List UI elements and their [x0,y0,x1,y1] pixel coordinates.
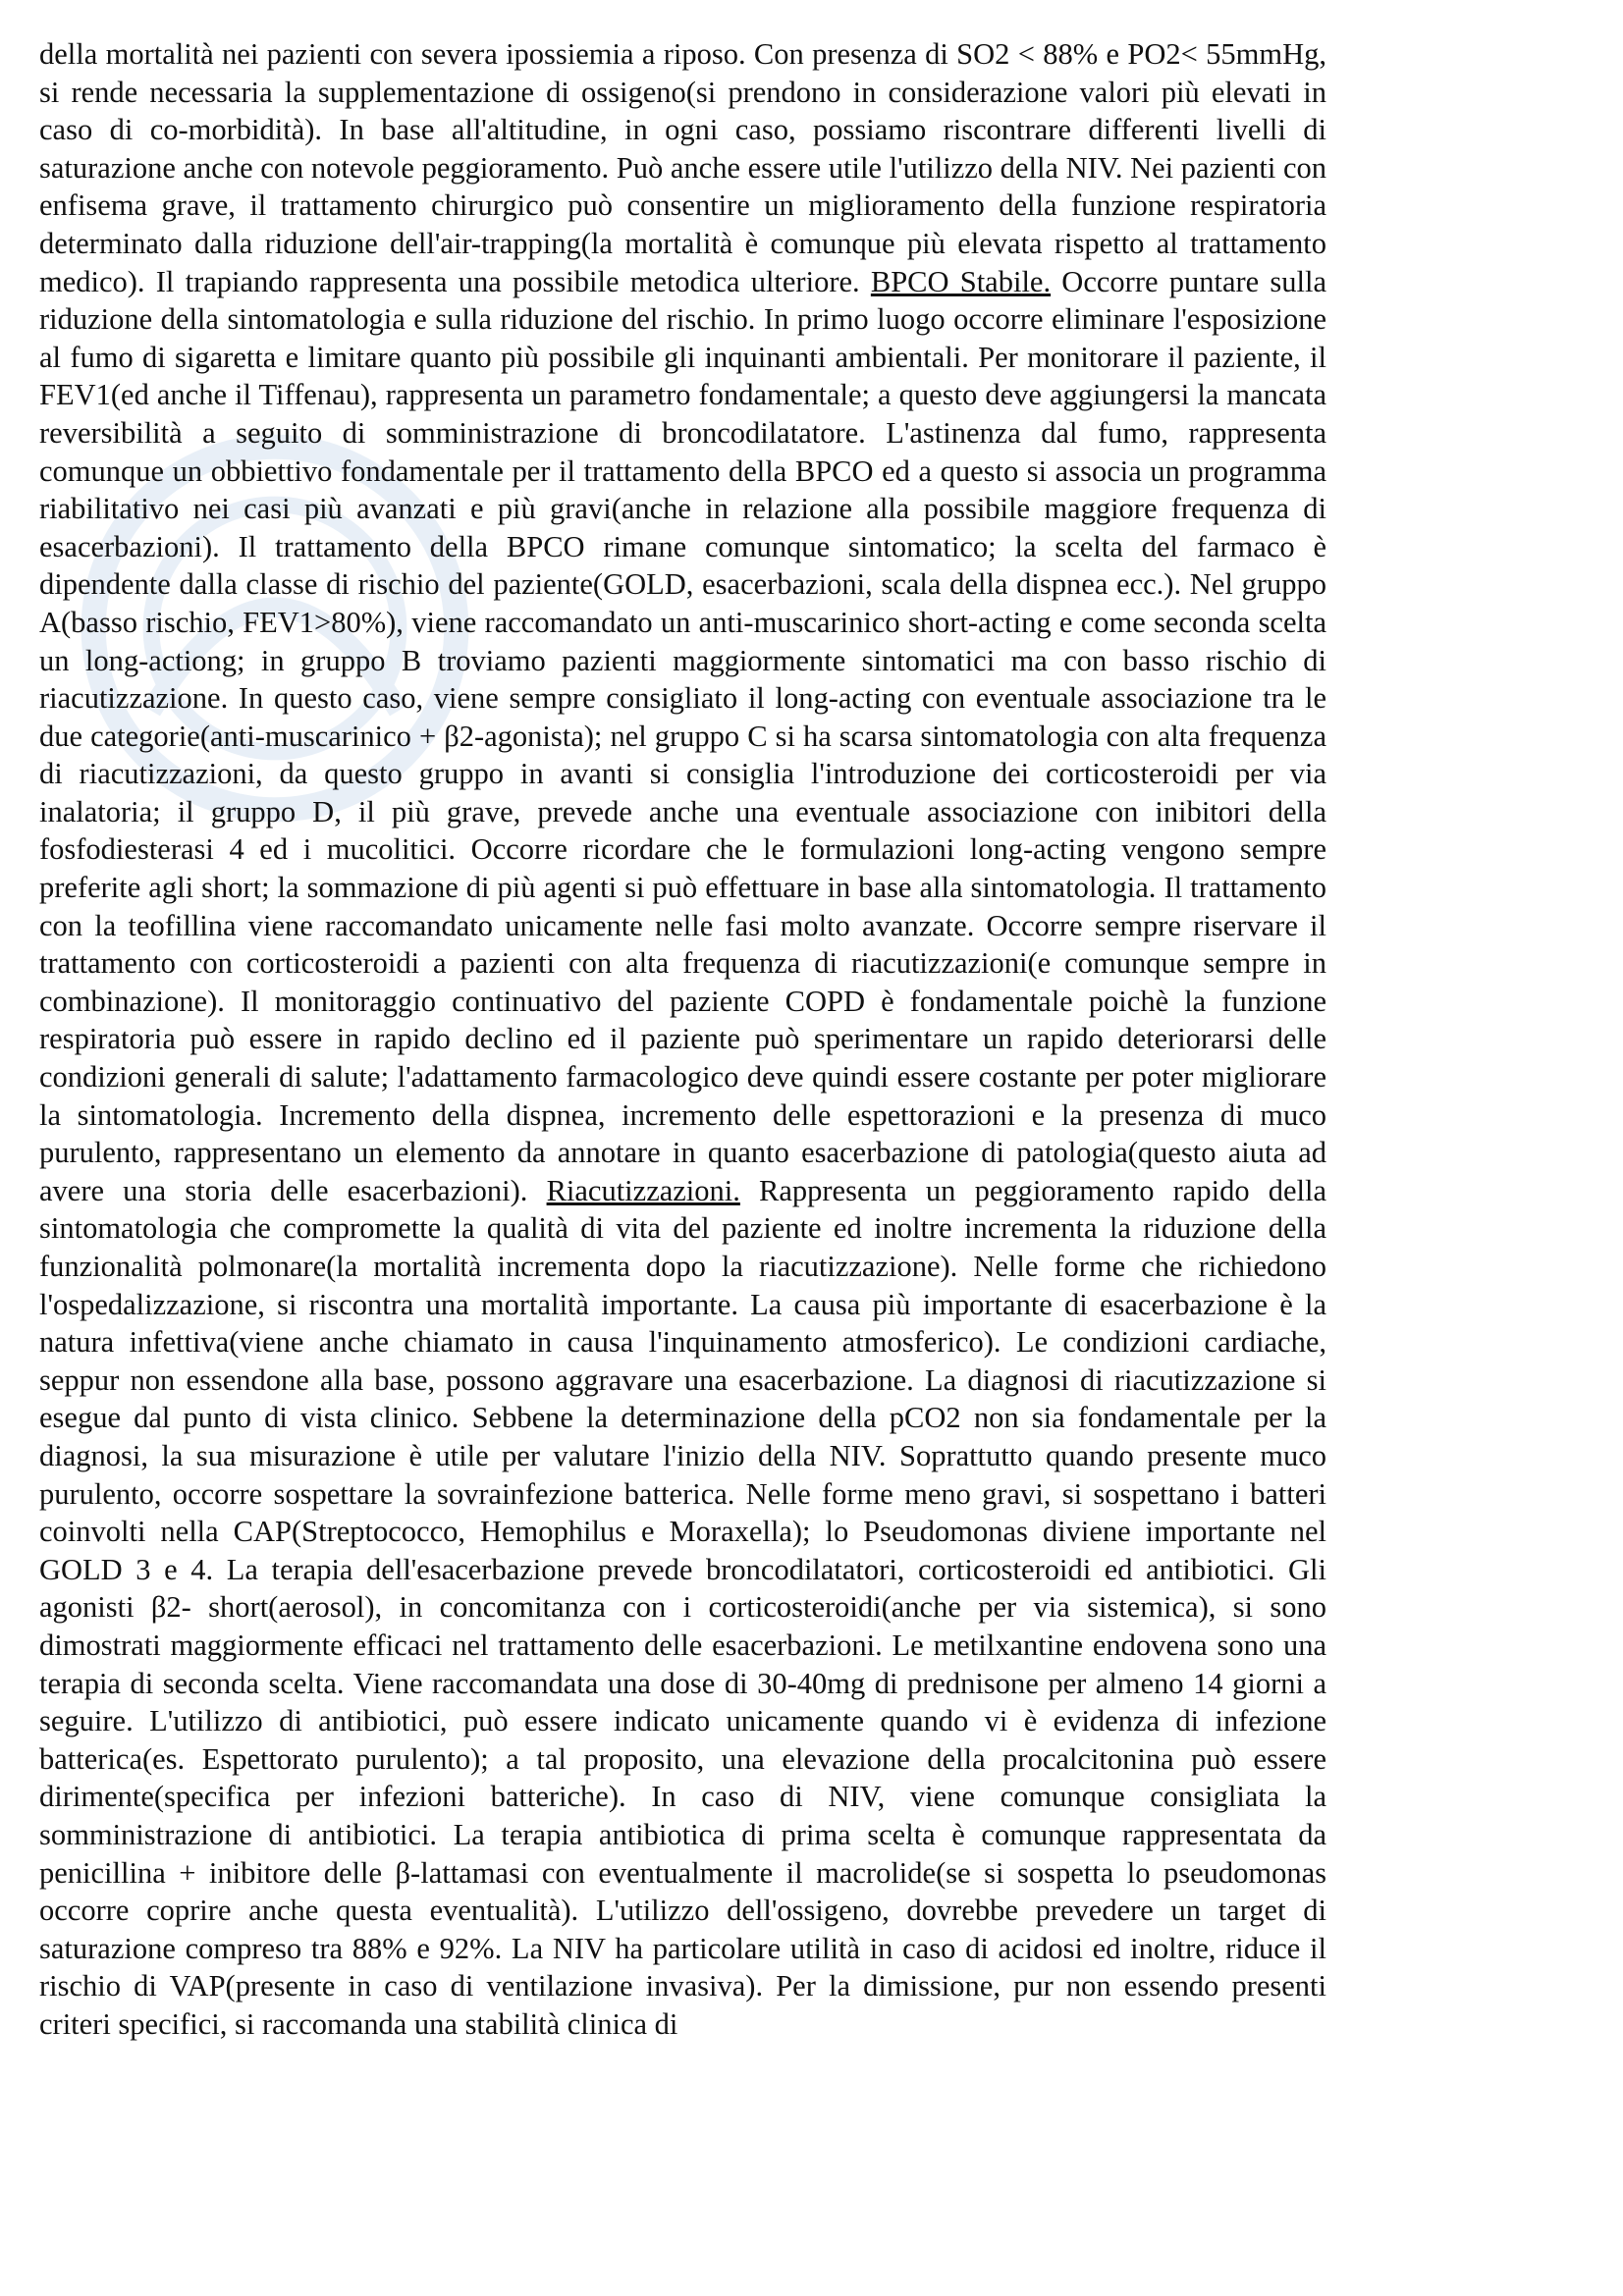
paragraph-text: Occorre puntare sulla riduzione della sintomatologia e sulla riduzione del rischio. In primo luogo occorre eliminare l'esposizione al fumo di sigaretta e limitare quanto più possibile gli inquinanti ambientali. Per monitorare il paziente, il FEV1(ed anche il Tiffenau), rappresenta un parametro fondamentale; a questo deve aggiungersi la mancata reversibilità a seguito di somministrazione di broncodilatatore. L'astinenza dal fumo, rappresenta comunque un obbiettivo fondamentale per il trattamento della BPCO ed a questo si associa un programma riabilitativo nei casi più avanzati e più gravi(anche in relazione alla possibile maggiore frequenza di esacerbazioni). Il trattamento della BPCO rimane comunque sintomatico; la scelta del farmaco è dipendente dalla classe di rischio del paziente(GOLD, esacerbazioni, scala della dispnea ecc.). Nel gruppo A(basso rischio, FEV1>80%), viene raccomandato un anti-muscarinico short-acting e come seconda scelta un long-actiong; in gruppo B troviamo pazienti maggiormente sintomatici ma con basso rischio di riacutizzazione. In questo caso, viene sempre consigliato il long-acting con eventuale associazione tra le due categorie(anti-muscarinico + β2-agonista); nel gruppo C si ha scarsa sintomatologia con alta frequenza di riacutizzazioni, da questo gruppo in avanti si consiglia l'introduzione dei corticosteroidi per via inalatoria; il gruppo D, il più grave, prevede anche una eventuale associazione con inibitori della fosfodiesterasi 4 ed i mucolitici. Occorre ricordare che le formulazioni long-acting vengono sempre preferite agli short; la sommazione di più agenti si può effettuare in base alla sintomatologia. Il trattamento con la teofillina viene raccomandato unicamente nelle fasi molto avanzate. Occorre sempre riservare il trattamento con corticosteroidi a pazienti con alta frequenza di riacutizzazioni(e comunque sempre in combinazione). Il monitoraggio continuativo del paziente COPD è fondamentale poichè la funzione respiratoria può essere in rapido declino ed il paziente può sperimentare un rapido deteriorarsi delle condizioni generali di salute; l'adattamento farmacologico deve quindi essere costante per poter migliorare la sintomatologia. Incremento della dispnea, incremento delle espettorazioni e la presenza di muco purulento, rappresentano un elemento da annotare in quanto esacerbazione di patologia(questo aiuta ad avere una storia delle esacerbazioni). [39,264,1327,1207]
document-body [39,35,1326,2043]
paragraph-text: della mortalità nei pazienti con severa ipossiemia a riposo. Con presenza di SO2 < 88% e PO2< 55mmHg, si rende necessaria la supplementazione di ossigeno(si prendono in considerazione valori più elevati in caso di co-morbidità). In base all'altitudine, in ogni caso, possiamo riscontrare differenti livelli di saturazione anche con notevole peggioramento. Può anche essere utile l'utilizzo della NIV. Nei pazienti con enfisema grave, il trattamento chirurgico può consentire un miglioramento della funzione respiratoria determinato dalla riduzione dell'air-trapping(la mortalità è comunque più elevata rispetto al trattamento medico). Il trapiando rappresenta una possibile metodica ulteriore. [39,37,1326,298]
section-heading-bpco-stabile: BPCO Stabile. [870,264,1052,298]
section-heading-riacutizzazioni: Riacutizzazioni. [546,1173,740,1207]
paragraph-text: Rappresenta un peggioramento rapido della sintomatologia che compromette la qualità di vita del paziente ed inoltre incrementa la riduzione della funzionalità polmonare(la mortalità incrementa dopo la riacutizzazione). Nelle forme che richiedono l'ospedalizzazione, si riscontra una mortalità importante. La causa più importante di esacerbazione è la natura infettiva(viene anche chiamato in causa l'inquinamento atmosferico). Le condizioni cardiache, seppur non essendone alla base, possono aggravare una esacerbazione. La diagnosi di riacutizzazione si esegue dal punto di vista clinico. Sebbene la determinazione della pCO2 non sia fondamentale per la diagnosi, la sua misurazione è utile per valutare l'inizio della NIV. Soprattutto quando presente muco purulento, occorre sospettare la sovrainfezione batterica. Nelle forme meno gravi, si sospettano i batteri coinvolti nella CAP(Streptococco, Hemophilus e Moraxella); lo Pseudomonas diviene importante nel GOLD 3 e 4. La terapia dell'esacerbazione prevede broncodilatatori, corticosteroidi ed antibiotici. Gli agonisti β2- short(aerosol), in concomitanza con i corticosteroidi(anche per via sistemica), si sono dimostrati maggiormente efficaci nel trattamento delle esacerbazioni. Le metilxantine endovena sono una terapia di seconda scelta. Viene raccomandata una dose di 30-40mg di prednisone per almeno 14 giorni a seguire. L'utilizzo di antibiotici, può essere indicato unicamente quando vi è evidenza di infezione batterica(es. Espettorato purulento); a tal proposito, una elevazione della procalcitonina può essere dirimente(specifica per infezioni batteriche). In caso di NIV, viene comunque consigliata la somministrazione di antibiotici. La terapia antibiotica di prima scelta è comunque rappresentata da penicillina + inibitore delle β-lattamasi con eventualmente il macrolide(se si sospetta lo pseudomonas occorre coprire anche questa eventualità). L'utilizzo dell'ossigeno, dovrebbe prevedere un target di saturazione compreso tra 88% e 92%. La NIV ha particolare utilità in caso di acidosi ed inoltre, riduce il rischio di VAP(presente in caso di ventilazione invasiva). Per la dimissione, pur non essendo presenti criteri specifici, si raccomanda una stabilità clinica di [39,1173,1326,2041]
